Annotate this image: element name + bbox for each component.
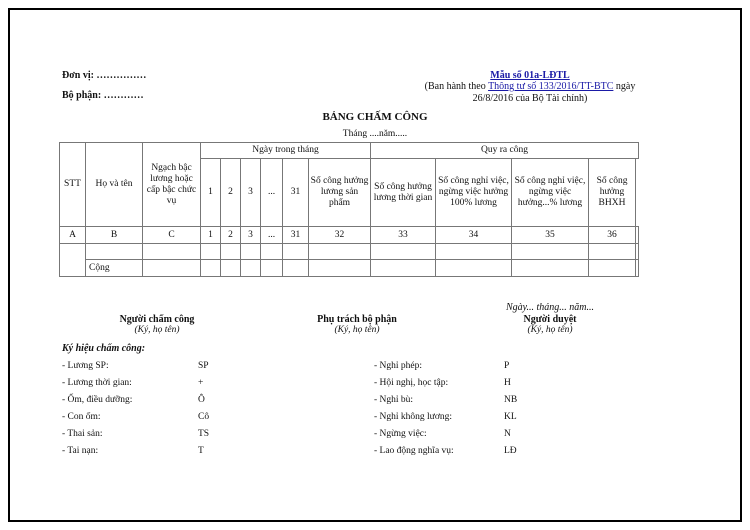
list-item: - Lương thời gian: + - Hội nghị, học tập: H <box>62 378 511 388</box>
circular-link[interactable]: Thông tư số 133/2016/TT-BTC <box>488 81 614 92</box>
legend-list <box>62 361 662 463</box>
department-field: Bộ phận: ………… <box>62 90 144 101</box>
col-sum-33: Số công hưởng lương thời gian <box>371 159 436 227</box>
sign-date: Ngày... tháng... năm... <box>505 302 595 313</box>
table-row-codes: A B C 1 2 3 ... 31 32 33 34 35 36 <box>60 227 639 244</box>
col-sum-35: Số công nghỉ việc, ngừng việc hưởng...% lương <box>512 159 589 227</box>
list-item: - Tai nạn: T - Lao động nghĩa vụ: LĐ <box>62 446 517 456</box>
document-title: BẢNG CHẤM CÔNG <box>322 111 428 123</box>
table-row-total <box>60 260 639 277</box>
form-code-link[interactable]: Mẫu số 01a-LĐTL <box>490 70 570 81</box>
unit-field: Đơn vị: …………… <box>62 70 147 81</box>
col-grade: Ngạch bậc lương hoặc cấp bậc chức vụ <box>143 143 201 227</box>
signature-head: Phụ trách bộ phận (Ký, họ tên) <box>317 314 397 335</box>
col-day-2: 2 <box>221 159 241 227</box>
col-sum-34: Số công nghỉ việc, ngừng việc hưởng 100% lương <box>436 159 512 227</box>
col-summary-group: Quy ra công <box>371 143 639 159</box>
col-stt: STT <box>60 143 86 227</box>
list-item: - Thai sản: TS - Ngừng việc: N <box>62 429 511 439</box>
col-days-group: Ngày trong tháng <box>201 143 371 159</box>
col-day-ellipsis: ... <box>261 159 283 227</box>
col-day-1: 1 <box>201 159 221 227</box>
attendance-table <box>59 142 639 277</box>
legend-title: Ký hiệu chấm công: <box>62 343 146 354</box>
col-sum-32: Số công hưởng lương sản phẩm <box>309 159 371 227</box>
col-day-3: 3 <box>241 159 261 227</box>
list-item: - Lương SP: SP - Nghỉ phép: P <box>62 361 510 371</box>
col-sum-36: Số công hưởng BHXH <box>589 159 636 227</box>
issued-by-line: (Ban hành theo Thông tư số 133/2016/TT-BTC ngày 26/8/2016 của Bộ Tài chính) <box>424 81 636 104</box>
col-name: Họ và tên <box>86 143 143 227</box>
col-day-31: 31 <box>283 159 309 227</box>
signature-timekeeper: Người chấm công (Ký, họ tên) <box>119 314 195 335</box>
total-label: Cộng <box>86 260 143 277</box>
signature-approver: Người duyệt (Ký, họ tên) <box>523 314 577 335</box>
list-item: - Ốm, điều dưỡng: Ô - Nghỉ bù: NB <box>62 395 518 405</box>
list-item: - Con ốm: Cô - Nghỉ không lương: KL <box>62 412 517 422</box>
form-code-block <box>395 70 665 105</box>
table-row-empty <box>60 244 639 260</box>
period-line: Tháng ....năm..... <box>342 129 408 139</box>
